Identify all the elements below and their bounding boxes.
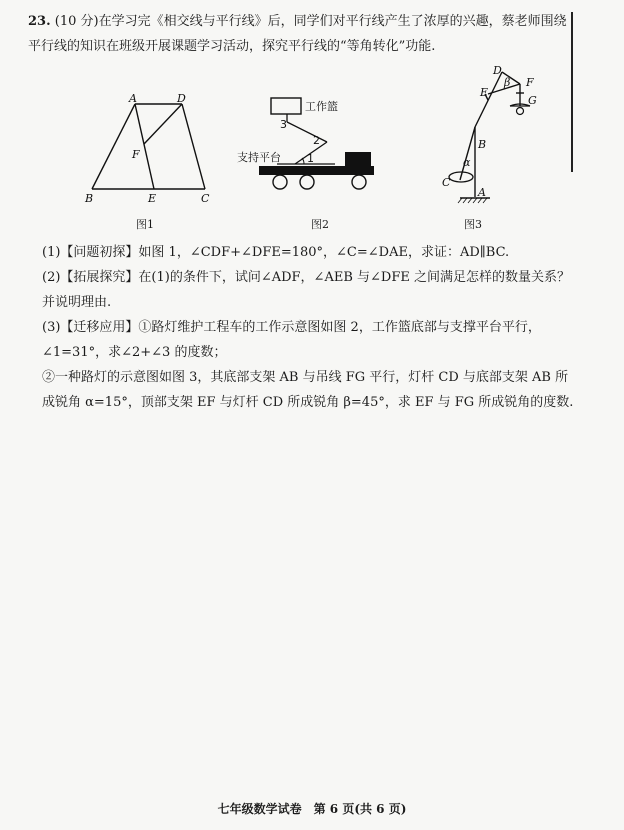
fig2-angle-1: 1: [307, 152, 314, 165]
fig1-label-d: D: [177, 92, 186, 105]
fig3-label-e: E: [480, 86, 489, 99]
part-2: [42, 265, 577, 315]
figure-1-caption: 图1: [136, 218, 154, 231]
part-1-tag: (1)【问题初探】: [42, 245, 139, 260]
part-1-text: 如图 1，∠CDF+∠DFE=180°，∠C=∠DAE，求证：AD∥BC.: [138, 245, 510, 260]
fig2-platform-label: 支持平台: [237, 151, 281, 164]
fig1-label-c: C: [201, 192, 210, 205]
fig3-label-beta: β: [504, 76, 511, 89]
fig3-label-alpha: α: [463, 156, 471, 169]
fig3-label-f: F: [526, 76, 534, 89]
fig3-label-g: G: [528, 94, 537, 107]
part-3: [42, 315, 577, 365]
fig2-angle-3: 3: [280, 118, 287, 131]
question-number: 23.: [28, 14, 51, 29]
page-footer: 七年级数学试卷 第 6 页(共 6 页): [217, 802, 407, 816]
question-score: (10 分): [54, 14, 99, 29]
fig2-basket-label: 工作篮: [305, 100, 338, 113]
part-3b: [42, 365, 577, 415]
figure-3-caption: 图3: [464, 218, 482, 231]
fig1-label-b: B: [85, 192, 94, 205]
fig3-label-c: C: [442, 176, 451, 189]
fig1-label-f: F: [132, 148, 140, 161]
question-intro: 在学习完《相交线与平行线》后，同学们对平行线产生了浓厚的兴趣，蔡老师围绕平行线的知识在班级开展课题学习活动，探究平行线的“等角转化”功能.: [28, 14, 567, 54]
figure-3: [430, 62, 560, 212]
figure-2: [235, 92, 385, 202]
fig2-angle-2: 2: [313, 134, 320, 147]
part-3-text: ①路灯维护工程车的工作示意图如图 2，工作篮底部与支撑平台平行，∠1=31°，求∠2+∠3 的度数；: [42, 320, 541, 360]
part-2-tag: (2)【拓展探究】: [42, 270, 139, 285]
fig3-label-b: B: [478, 138, 487, 151]
question-header: [28, 9, 573, 59]
figure-1: [80, 92, 220, 207]
figure-2-caption: 图2: [311, 218, 329, 231]
part-3-tag: (3)【迁移应用】: [42, 320, 139, 335]
fig1-label-e: E: [148, 192, 157, 205]
part-2-text: 在(1)的条件下，试问∠ADF，∠AEB 与∠DFE 之间满足怎样的数量关系？并说明理由.: [42, 270, 570, 310]
part-3b-text: ②一种路灯的示意图如图 3，其底部支架 AB 与吊线 FG 平行，灯杆 CD 与底部支架 AB 所成锐角 α=15°，顶部支架 EF 与灯杆 CD 所成锐角 β=45°，求 EF 与 FG 所成锐角的度数.: [42, 370, 574, 410]
fig3-label-a: A: [478, 186, 486, 199]
fig3-label-d: D: [493, 64, 502, 77]
part-1: [42, 240, 577, 265]
question-parts: [42, 240, 577, 415]
fig1-label-a: A: [129, 92, 137, 105]
